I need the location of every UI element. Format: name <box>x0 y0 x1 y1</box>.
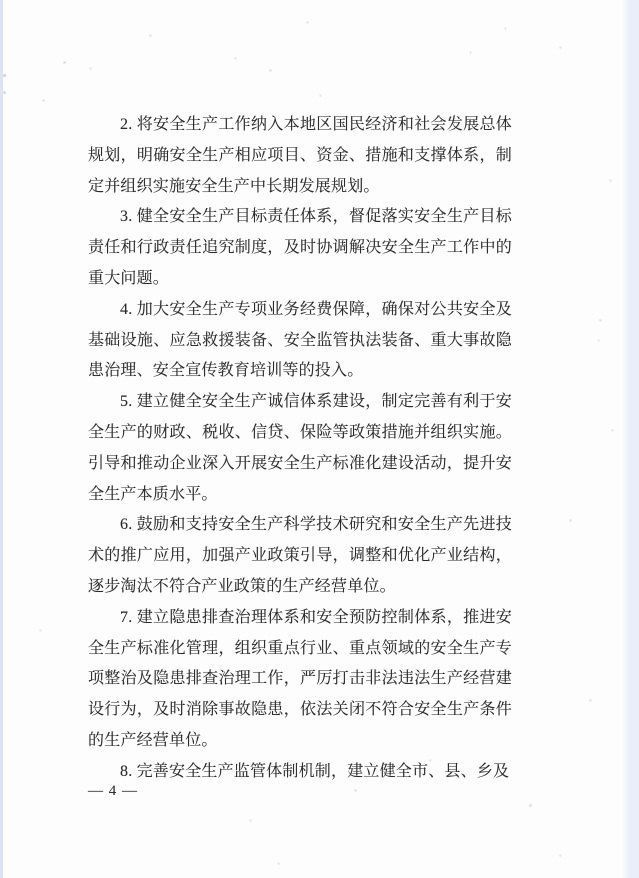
paragraph-4: 4. 加大安全生产专项业务经费保障，确保对公共安全及基础设施、应急救援装备、安全监管执法装备、重大事故隐患治理、安全宣传教育培训等的投入。 <box>88 300 512 380</box>
document-body <box>88 110 512 788</box>
paragraph-5: 5. 建立健全安全生产诚信体系建设，制定完善有利于安全生产的财政、税收、信贷、保险等政策措施并组织实施。引导和推动企业深入开展安全生产标准化建设活动，提升安全生产本质水平。 <box>88 393 512 503</box>
paragraph-6: 6. 鼓励和支持安全生产科学技术研究和安全生产先进技术的推广应用，加强产业政策引导，调整和优化产业结构，逐步淘汰不符合产业政策的生产经营单位。 <box>88 516 512 595</box>
paragraph-7: 7. 建立隐患排查治理体系和安全预防控制体系，推进安全生产标准化管理，组织重点行业、重点领域的安全生产专项整治及隐患排查治理工作，严厉打击非法违法生产经营建设行为，及时消除事故隐患，依法关闭不符合安全生产条件的生产经营单位。 <box>88 608 512 749</box>
page-number: — 4 — <box>88 783 138 799</box>
left-scan-edge-strip <box>0 0 3 878</box>
paragraph-3: 3. 健全安全生产目标责任体系，督促落实安全生产目标责任和行政责任追究制度，及时协调解决安全生产工作中的重大问题。 <box>88 208 512 287</box>
paragraph-2: 2. 将安全生产工作纳入本地区国民经济和社会发展总体规划，明确安全生产相应项目、资金、措施和支撑体系，制定并组织实施安全生产中长期发展规划。 <box>88 116 512 195</box>
right-scan-edge-strip <box>622 0 639 878</box>
scan-noise-speckles <box>0 0 1 1</box>
paragraph-8: 8. 完善安全生产监管体制机制，建立健全市、县、乡及 <box>120 762 510 780</box>
